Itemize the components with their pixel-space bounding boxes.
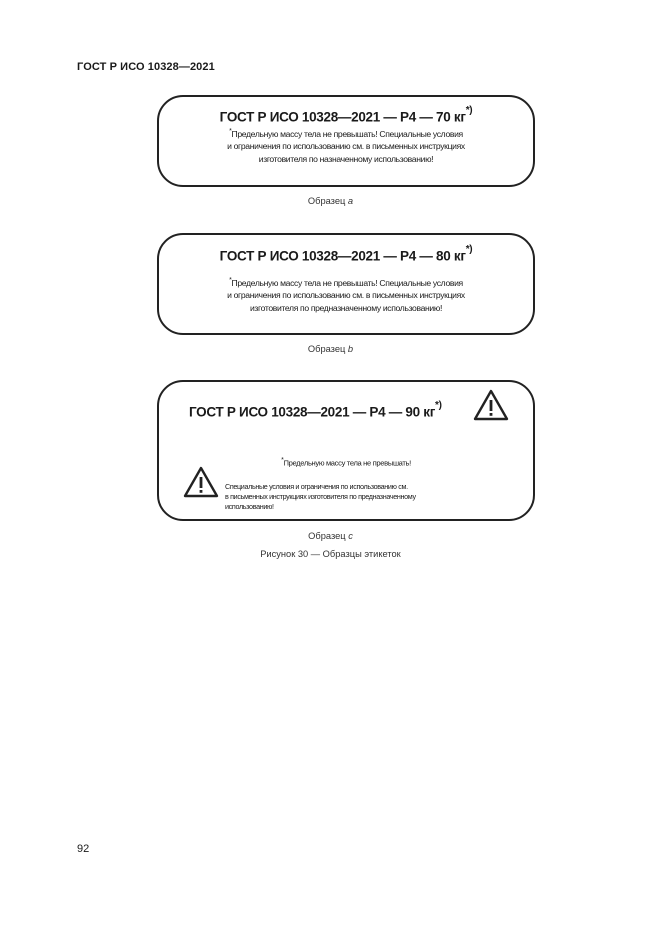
footnote-mark: *) [435, 400, 442, 411]
footnote-mark: *) [465, 244, 473, 255]
warning-triangle-icon [183, 466, 219, 498]
label-title: ГОСТ Р ИСО 10328—2021 — P4 — 80 кг*) [219, 244, 473, 264]
label-text-line: Специальные условия и ограничения по использованию см. [225, 482, 408, 491]
label-sample-a [157, 95, 535, 187]
label-title: ГОСТ Р ИСО 10328—2021 — P4 — 90 кг*) [189, 400, 442, 420]
label-sample-b [157, 233, 535, 335]
caption-sample-c: Образец c [308, 531, 353, 541]
label-text-line: изготовителя по назначенному использованию! [258, 153, 434, 164]
label-text [159, 275, 533, 314]
label-text [225, 482, 416, 512]
label-text-line: использованию! [225, 502, 274, 511]
warning-triangle-icon [473, 389, 509, 421]
label-text [159, 126, 533, 165]
figure-caption: Рисунок 30 — Образцы этикеток [260, 549, 401, 559]
page-number: 92 [77, 843, 90, 855]
label-text-line: и ограничения по использованию см. в письменных инструкциях [227, 290, 465, 301]
document-header: ГОСТ Р ИСО 10328—2021 [77, 61, 215, 73]
caption-sample-b: Образец b [307, 344, 354, 354]
label-text-line: *Предельную массу тела не превышать! Специальные условия [229, 128, 463, 139]
label-text-line: в письменных инструкциях изготовителя по предназначенному [225, 492, 416, 501]
label-text-line: *Предельную массу тела не превышать! Специальные условия [229, 277, 463, 288]
label-note: *Предельную массу тела не превышать! [281, 457, 411, 468]
label-title: ГОСТ Р ИСО 10328—2021 — P4 — 70 кг*) [219, 105, 473, 125]
label-text-line: и ограничения по использованию см. в письменных инструкциях [227, 141, 465, 152]
label-sample-c [157, 380, 535, 521]
label-text-line: изготовителя по предназначенному использованию! [249, 302, 443, 313]
footnote-mark: *) [465, 105, 473, 116]
caption-sample-a: Образец a [307, 196, 354, 206]
